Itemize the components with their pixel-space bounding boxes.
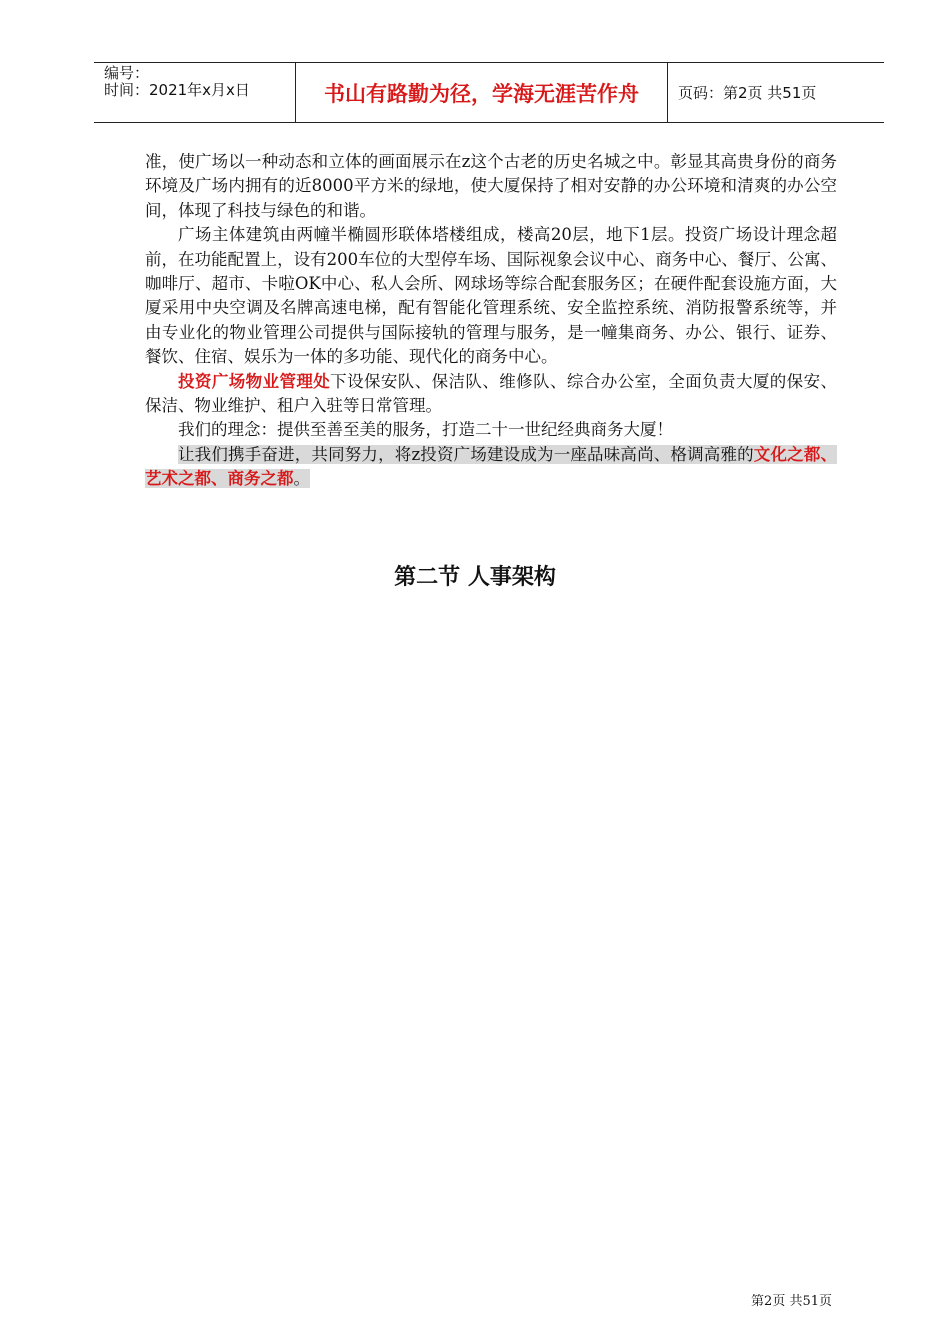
paragraph-5-end: 。 [293,469,310,489]
page-footer: 第2页 共51页 [751,1294,832,1309]
header-page-info: 页码：第2页 共51页 [678,84,817,102]
paragraph-4: 我们的理念：提供至善至美的服务，打造二十一世纪经典商务大厦！ [178,420,673,440]
paragraph-5-red-text: 文化之都、艺术之都、商务之都 [145,444,837,489]
section-title: 第二节 人事架构 [394,565,556,590]
management-office-name: 投资广场物业管理处 [178,371,331,391]
paragraph-5-text: 让我们携手奋进，共同努力，将z投资广场建设成为一座品味高尚、格调高雅的 [178,444,754,464]
paragraph-3 [145,370,837,419]
paragraph-5 [145,443,837,492]
page-header [94,62,884,123]
number-label: 编号： [104,64,150,82]
paragraph-3-text: 下设保安队、保洁队、维修队、综合办公室，全面负责大厦的保安、保洁、物业维护、租户入驻等日常管理。 [145,371,838,416]
header-meta [94,63,296,122]
header-motto: 书山有路勤为径，学海无涯苦作舟 [296,63,668,122]
document-body [145,150,837,492]
paragraph-2: 广场主体建筑由两幢半椭圆形联体塔楼组成，楼高20层，地下1层。投资广场设计理念超前，在功能配置上，设有200车位的大型停车场、国际视象会议中心、商务中心、餐厅、公寓、咖啡厅、超市、卡啦OK中心、私人会所、网球场等综合配套服务区；在硬件配套设施方面，大厦采用中央空调及名牌高速电梯，配有智能化管理系统、安全监控系统、消防报警系统等，并由专业化的物业管理公司提供与国际接轨的管理与服务，是一幢集商务、办公、银行、证券、餐饮、住宿、娱乐为一体的多功能、现代化的商务中心。 [145,225,837,367]
paragraph-1: 准，使广场以一种动态和立体的画面展示在z这个古老的历史名城之中。彰显其高贵身份的商务环境及广场内拥有的近8000平方米的绿地，使大厦保持了相对安静的办公环境和清爽的办公空间，体现了科技与绿色的和谐。 [145,152,837,220]
time-label: 时间：2021年x月x日 [104,81,250,99]
